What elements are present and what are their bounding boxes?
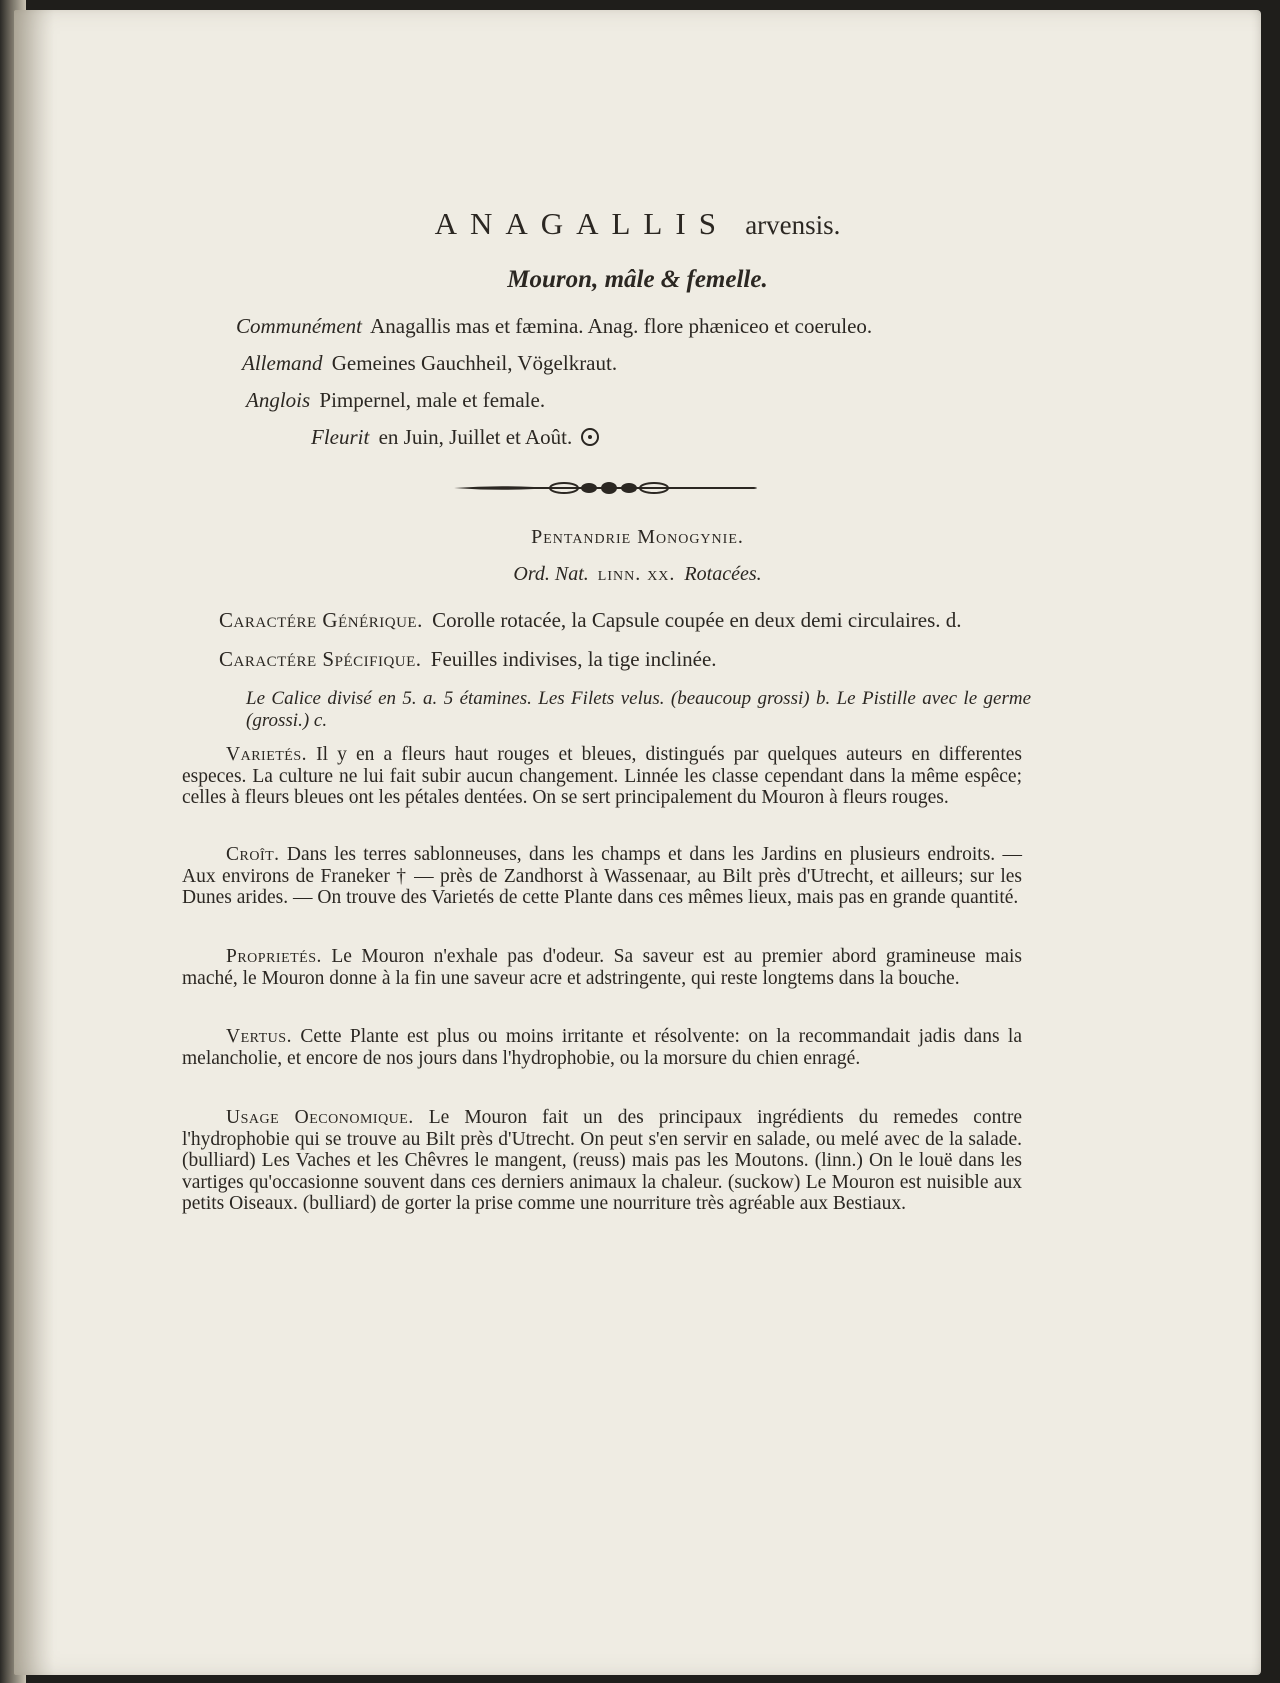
book-page [14,10,1261,1675]
ornament-divider-icon [454,480,764,496]
name-text: Gemeines Gauchheil, Vögelkraut. [331,351,618,375]
name-row [242,344,617,382]
paragraph-text: Le Mouron n'exhale pas d'odeur. Sa saveur est au premier abord gramineuse mais maché, le Mouron donne à la fin une saveur acre et adstringente, qui reste longtems dans la bouche. [182,946,1022,989]
title-species: arvensis. [745,210,841,240]
name-text: en Juin, Juillet et Août. [378,425,573,449]
ordo-prefix: Ord. Nat. [513,563,589,585]
name-row [236,307,872,345]
paragraph-label: Vertus. [226,1026,292,1047]
paragraph-label: Proprietés. [226,946,322,967]
name-text: Pimpernel, male et female. [319,388,546,412]
paragraph-proprietes [182,946,1022,989]
paragraph-croit [182,844,1022,909]
paragraph-text: Le Mouron fait un des principaux ingrédients du remedes contre l'hydrophobie qui se trouve au Bilt près d'Utrecht. On peut s'en servir en salade, ou melé avec de la salade. (bulliard) Les Vaches et les Chêvres le mangent, (reuss) mais pas les Moutons. (linn.) On le louë dans les vartiges qu'occasionne souvent dans ces derniers animaux la chaleur. (suckow) Le Mouron est nuisible aux petits Oiseaux. (bulliard) de gorter la prise comme une nourriture très agréable aux Bestiaux. [182,1107,1023,1214]
name-label: Fleurit [311,425,370,449]
classification-heading: Pentandrie Monogynie. [531,526,744,548]
perennial-symbol-icon [581,428,599,446]
name-row [311,418,599,456]
paragraph-label: Croît. [226,844,280,865]
name-label: Communément [236,314,362,338]
name-label: Anglois [246,388,311,412]
paragraph-vertus [182,1026,1022,1069]
ordo-linn: linn. xx. [597,563,676,585]
title-genus: ANAGALLIS [434,206,729,241]
gutter-shadow [14,10,54,1675]
ordo-family: Rotacées. [684,563,762,585]
generic-character [219,608,1029,633]
page-subtitle: Mouron, mâle & femelle. [507,266,768,293]
specific-character [219,647,1029,672]
paragraph-usage [182,1107,1022,1215]
name-label: Allemand [242,351,323,375]
paragraph-text: Cette Plante est plus ou moins irritante et résolvente: on la recommandait jadis dans la melancholie, et encore de nos jours dans l'hydrophobie, ou la morsure du chien enragé. [182,1026,1022,1069]
specific-text: Feuilles indivises, la tige inclinée. [430,647,717,671]
specific-label: Caractére Spécifique. [219,647,422,671]
paragraph-text: Dans les terres sablonneuses, dans les champs et dans les Jardins en plusieurs endroits. — Aux environs de Franeker † — près de Zandhorst à Wassenaar, au Bilt près d'Utrecht, et ailleurs; sur les Dunes arides. — On trouve des Varietés de cette Plante dans ces mêmes lieux, mais pas en grande quantité. [182,844,1022,908]
name-row [246,381,545,419]
name-text: Anagallis mas et fæmina. Anag. flore phæniceo et coeruleo. [370,314,873,338]
paragraph-text: Il y en a fleurs haut rouges et bleues, distingués par quelques auteurs en differentes especes. La culture ne lui fait subir aucun changement. Linnée les classe cependant dans la même espêce; celles à fleurs bleues ont les pétales dentées. On se sert principalement du Mouron à fleurs rouges. [182,744,1023,808]
figure-note: Le Calice divisé en 5. a. 5 étamines. Les Filets velus. (beaucoup grossi) b. Le Pistille avec le germe (grossi.) c. [246,688,1031,731]
paragraph-varietes [182,744,1022,809]
generic-text: Corolle rotacée, la Capsule coupée en deux demi circulaires. d. [432,608,962,632]
generic-label: Caractére Générique. [219,608,423,632]
paragraph-label: Usage Oeconomique. [226,1107,414,1128]
natural-order [14,563,1261,586]
paragraph-label: Varietés. [226,744,308,765]
page-title [14,206,1261,243]
